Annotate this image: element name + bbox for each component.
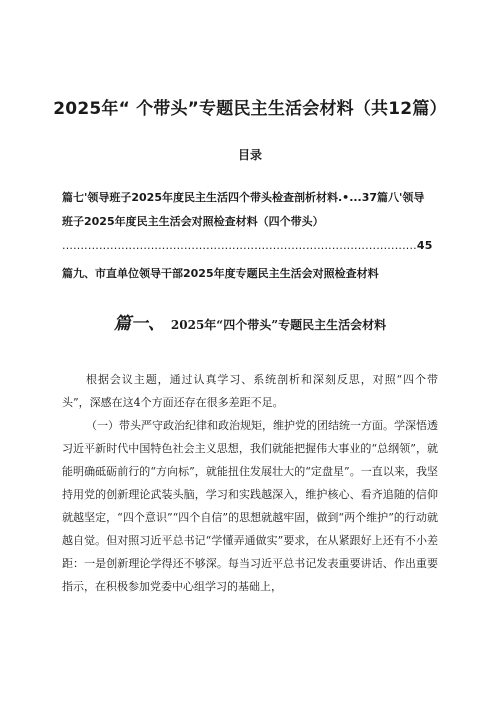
section-title: 2025年“四个带头”专题民主生活会材料 xyxy=(170,318,387,332)
section-heading xyxy=(0,314,500,335)
toc-entry-line: 篇九、市直单位领导干部2025年度专题民主生活会对照检查材料 xyxy=(62,267,379,280)
toc-heading: 目录 xyxy=(237,148,262,162)
toc-dots: ................................................................................................ xyxy=(62,239,417,252)
toc-entry-line: 班子2025年度民主生活会对照检查材料（四个带头） xyxy=(62,215,324,228)
toc-page-number: 45 xyxy=(416,239,433,252)
toc-dot-leader xyxy=(62,234,438,258)
toc-entry-line: 篇七'领导班子2025年度民主生活四个带头检查剖析材料.•...37篇八'领导 xyxy=(62,191,425,204)
document-title: 2025年“ 个带头”专题民主生活会材料（共12篇） xyxy=(53,99,447,119)
section-prefix: 篇一、 xyxy=(113,314,165,334)
table-of-contents xyxy=(62,186,438,286)
paragraph: 根据会议主题，通过认真学习、系统剖析和深刻反思，对照“四个带头”，深感在这4个方面还存在很多差距不足。 xyxy=(62,373,438,409)
body-text xyxy=(62,368,438,598)
paragraph: （一）带头严守政治纪律和政治规矩，维护党的团结统一方面。学深悟透习近平新时代中国特色社会主义思想，我们就能把握伟大事业的“总纲领”，就能明确砥砺前行的“方向标”，就能扭住发展壮大的“定盘星”。一直以来，我坚持用党的创新理论武装头脑，学习和实践越深入，维护核心、看齐追随的信仰就越坚定，“四个意识”“四个自信”的思想就越牢固，做到“两个维护”的行动就越自觉。但对照习近平总书记“学懂弄通做实”要求，在从紧跟好上还有不小差距：一是创新理论学得还不够深。每当习近平总书记发表重要讲话、作出重要指示，在积极参加党委中心组学习的基础上， xyxy=(62,419,438,593)
